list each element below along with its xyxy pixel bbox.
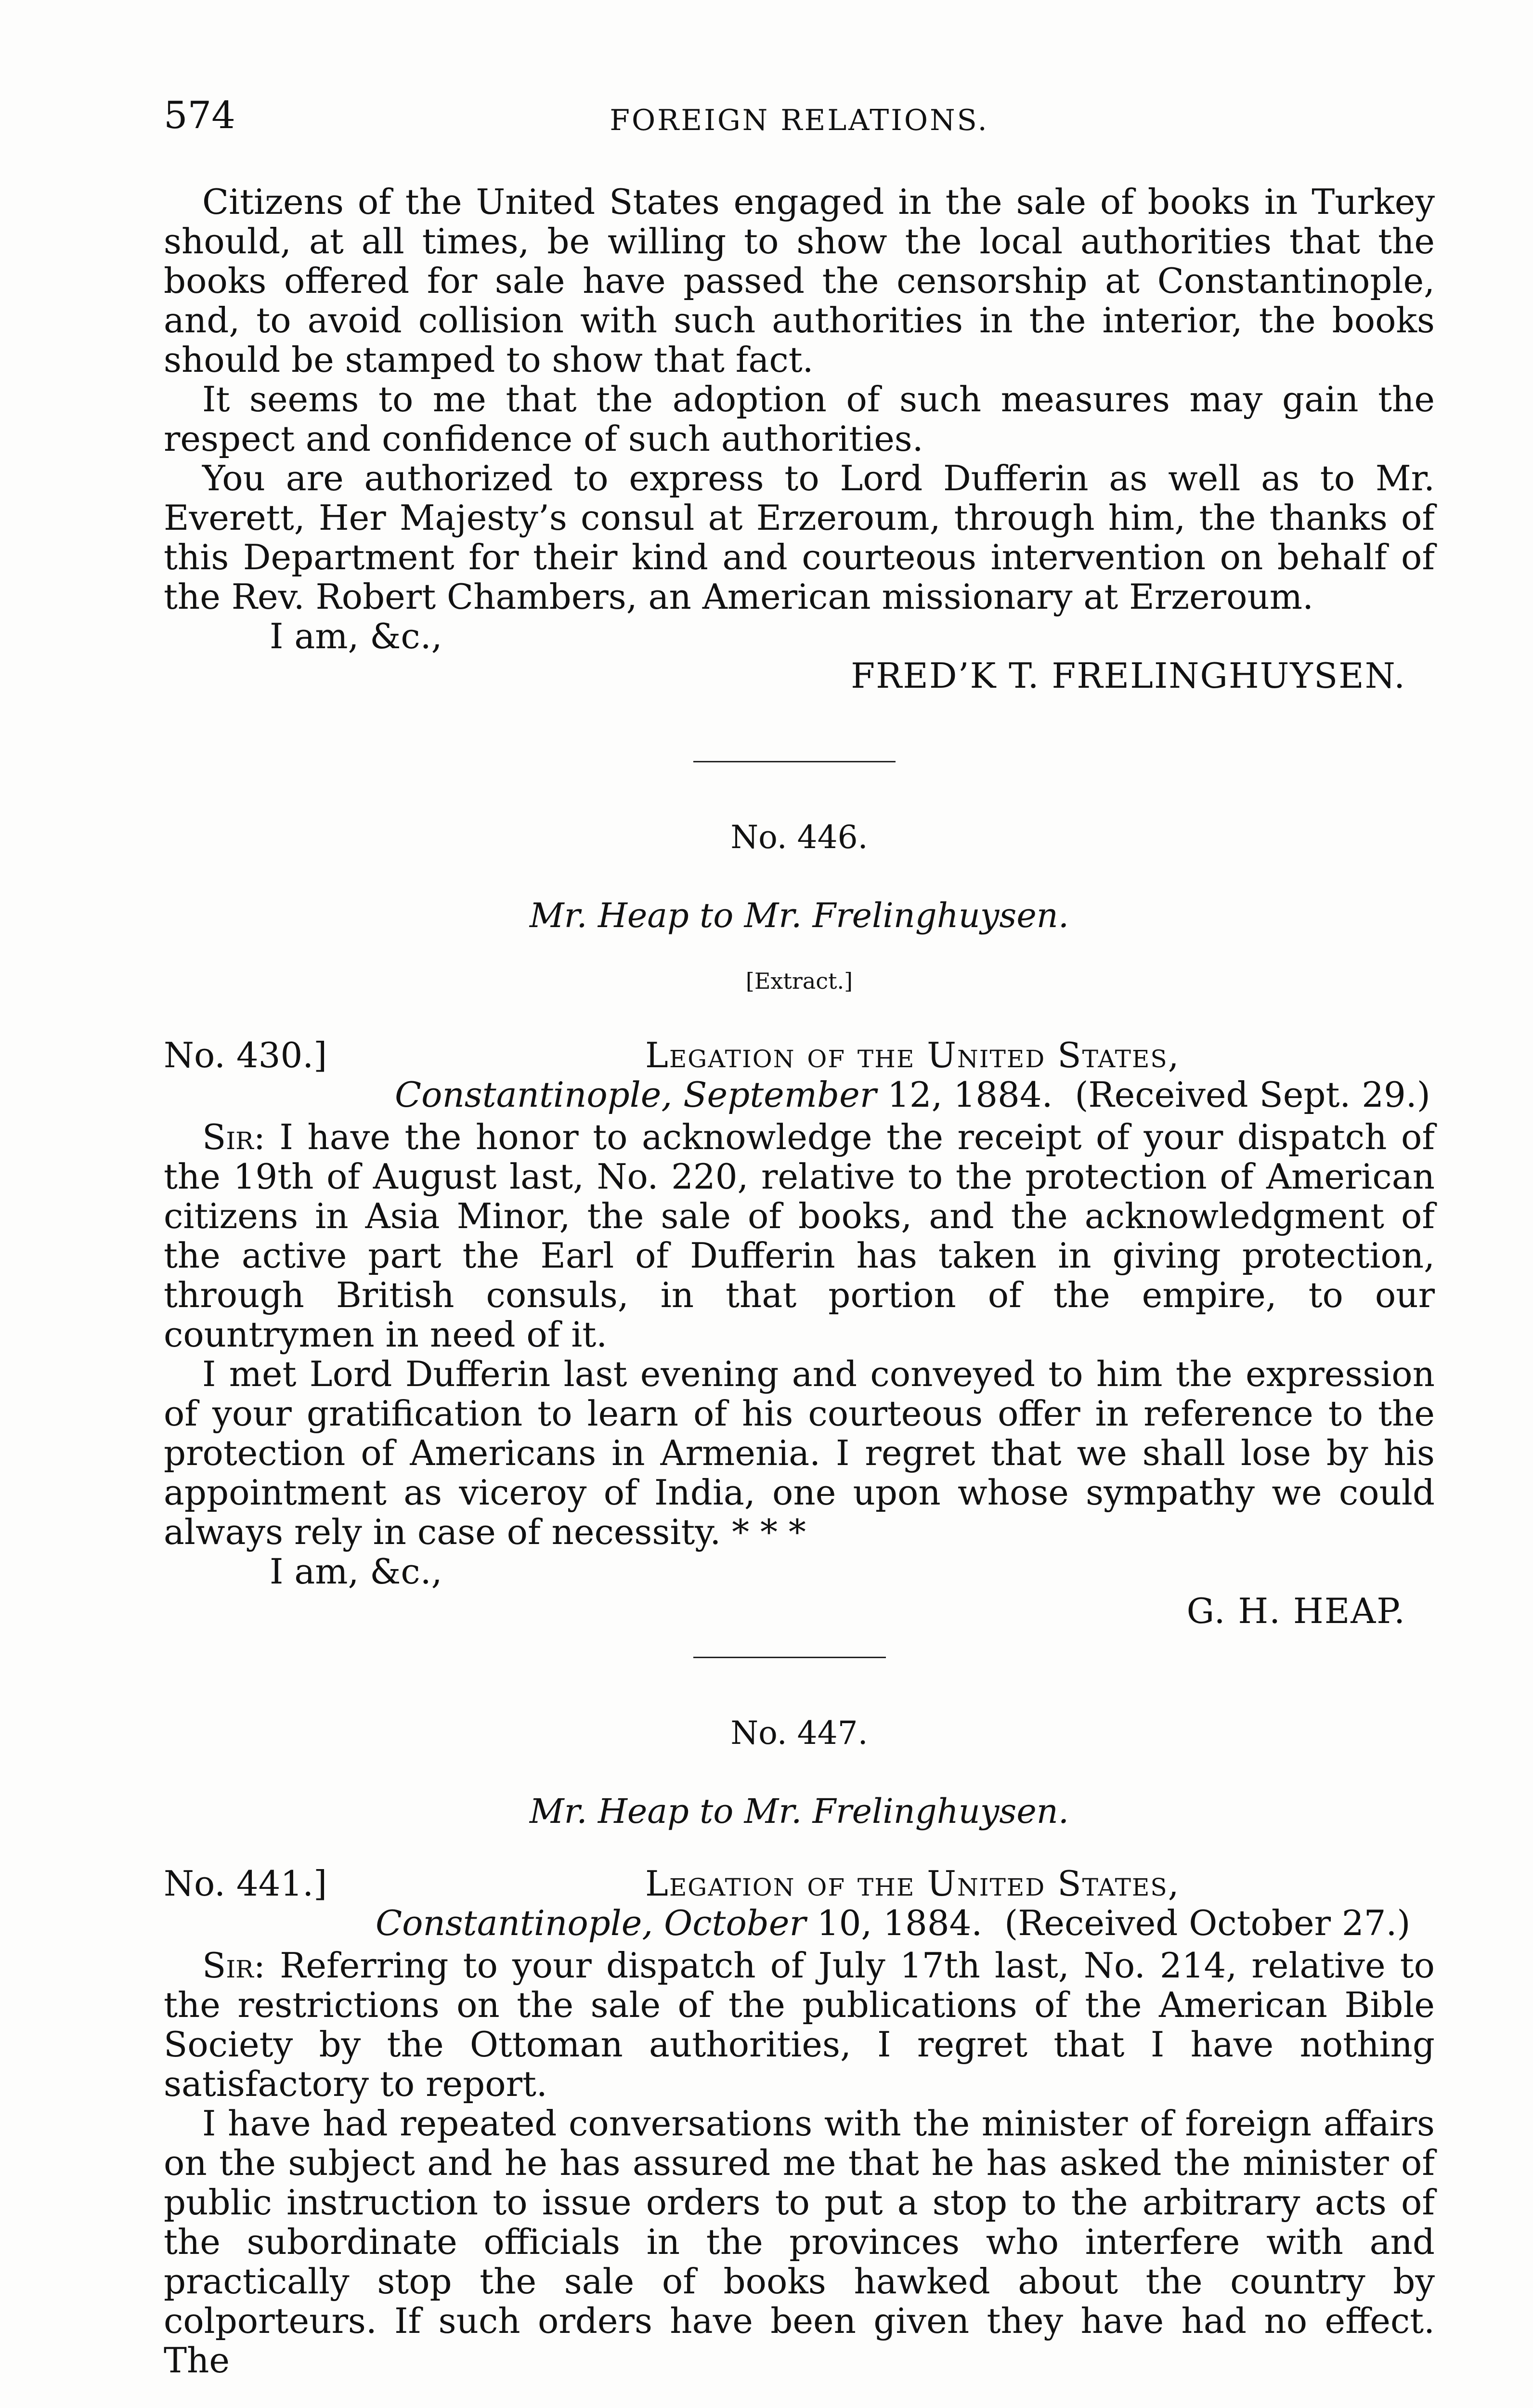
document-number: No. 446. xyxy=(730,819,868,856)
received-date: (Received Sept. 29.) xyxy=(1075,1074,1430,1115)
salutation: Sir xyxy=(202,1945,254,1986)
paragraph: I met Lord Dufferin last evening and conveyed to him the expression of your gratification to learn of his courteous offer in reference to the protection of Americans in Armenia. I regret that we shall lose by his appointment as viceroy of India, one upon whose sympathy we could always rely in case of necessity. * * * xyxy=(164,1354,1435,1552)
legation-heading: Legation of the United States, xyxy=(645,1863,1180,1904)
signature: FRED’K T. FRELINGHUYSEN. xyxy=(851,655,1406,696)
section-divider xyxy=(693,761,896,762)
running-title: FOREIGN RELATIONS. xyxy=(610,104,989,137)
paragraph xyxy=(164,1946,1435,2104)
document-title: Mr. Heap to Mr. Frelinghuysen. xyxy=(529,896,1069,935)
signature: G. H. HEAP. xyxy=(1186,1591,1406,1631)
paragraph: I have had repeated conversations with the minister of foreign affairs on the subject and he has assured me that he has asked the minister of public instruction to issue orders to put a stop to the arbitrary acts of the subordinate officials in the provinces who interfere with and practically stop the sale of books hawked about the country by colporteurs. If such orders have been given they have had no effect. The xyxy=(164,2103,1435,2381)
doc446-body xyxy=(164,1117,1435,1631)
closing: I am, &c., xyxy=(270,616,442,656)
salutation: Sir xyxy=(202,1117,254,1157)
page-header xyxy=(164,92,1435,140)
received-date: (Received October 27.) xyxy=(1004,1903,1411,1943)
document-number: No. 447. xyxy=(730,1714,868,1752)
place: Constantinople, xyxy=(395,1074,673,1115)
extract-note: [Extract.] xyxy=(745,968,853,994)
doc445-body xyxy=(164,182,1435,695)
month: September xyxy=(683,1074,877,1115)
page-number: 574 xyxy=(164,94,235,137)
paragraph: You are authorized to express to Lord Dufferin as well as to Mr. Everett, Her Majesty’s consul at Erzeroum, through him, the thanks of this Department for their kind and courteous intervention on behalf of the Rev. Robert Chambers, an American missionary at Erzeroum. xyxy=(164,458,1435,617)
legation-heading: Legation of the United States, xyxy=(645,1035,1180,1075)
paragraph: It seems to me that the adoption of such measures may gain the respect and confidence of such authorities. xyxy=(164,379,1435,459)
paragraph xyxy=(164,1117,1435,1354)
dispatch-number: No. 430.] xyxy=(164,1035,327,1075)
closing: I am, &c., xyxy=(270,1551,442,1592)
place: Constantinople, xyxy=(376,1903,653,1943)
paragraph-text: : Referring to your dispatch of July 17th last, No. 214, relative to the restrictions on the sale of the publications of the American Bible Society by the Ottoman authorities, I regret that I have nothing satisfactory to report. xyxy=(164,1945,1435,2104)
section-divider xyxy=(693,1657,886,1658)
day-year: 10, 1884. xyxy=(805,1903,983,1943)
paragraph: Citizens of the United States engaged in the sale of books in Turkey should, at all times, be willing to show the local authorities that the books offered for sale have passed the censorship at Constantinople, and, to avoid collision with such authorities in the interior, the books should be stamped to show that fact. xyxy=(164,182,1435,380)
day-year: 12, 1884. xyxy=(876,1074,1053,1115)
paragraph-text: : I have the honor to acknowledge the receipt of your dispatch of the 19th of August last, No. 220, relative to the protection of American citizens in Asia Minor, the sale of books, and the acknowledgment of the active part the Earl of Dufferin has taken in giving protection, through British consuls, in that portion of the empire, to our countrymen in need of it. xyxy=(164,1117,1435,1355)
place-date xyxy=(376,1903,1410,1943)
document-title: Mr. Heap to Mr. Frelinghuysen. xyxy=(529,1792,1069,1831)
doc447-body xyxy=(164,1946,1435,2380)
dispatch-number: No. 441.] xyxy=(164,1863,327,1904)
place-date xyxy=(395,1075,1430,1114)
month: October xyxy=(664,1903,806,1943)
